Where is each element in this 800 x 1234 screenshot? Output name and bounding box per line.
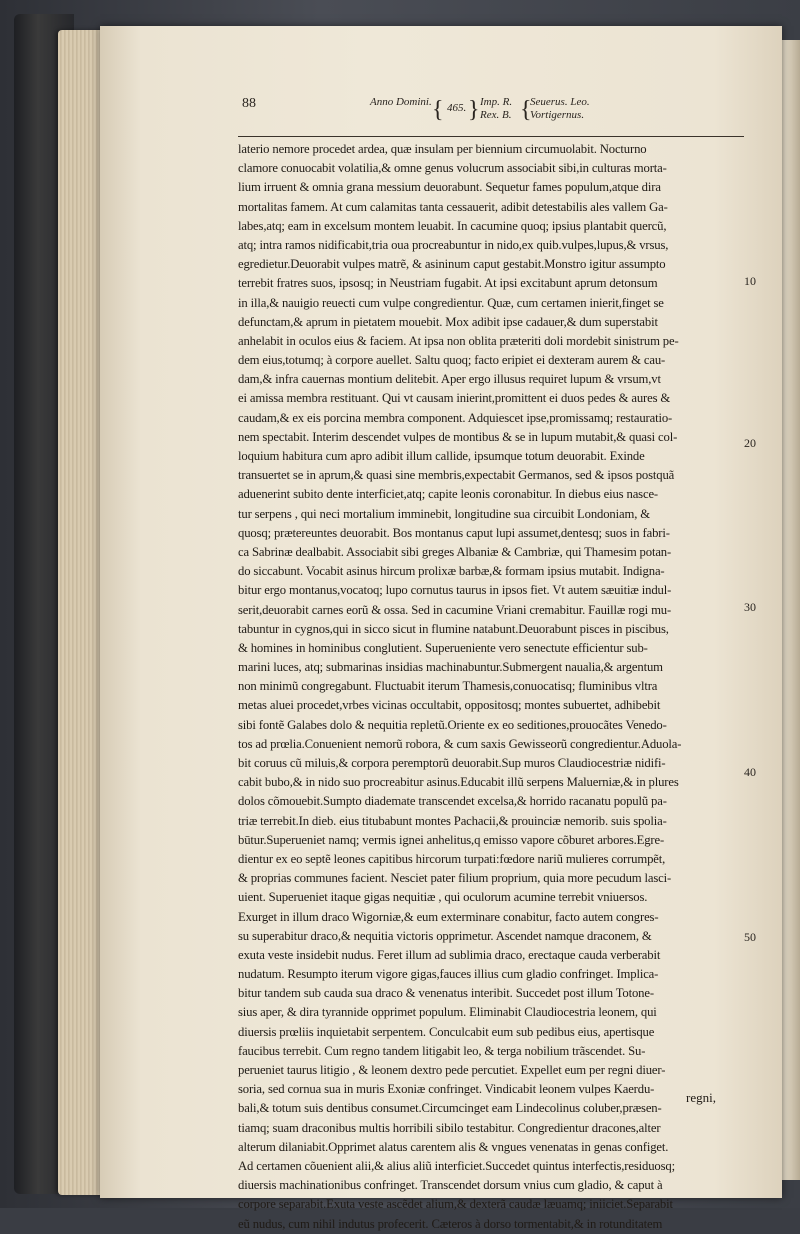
text-line: & proprias communes facient. Nesciet pater filium proprium, quia more pecudum lasci- xyxy=(238,871,672,886)
text-line: Exurget in illum draco Wigorniæ,& eum exterminare conabitur, facto autem congres- xyxy=(238,909,659,924)
text-line: & homines in hominibus conglutient. Superueniente vero senectute efficientur sub- xyxy=(238,640,648,655)
body-text xyxy=(238,140,750,1234)
text-line: clamore conuocabit volatilia,& omne genus volucrum associabit sibi,in culturas morta- xyxy=(238,161,667,176)
text-line: do siccabunt. Vocabit asinus hircum prolixæ barbæ,& formam ipsius mutabit. Indigna- xyxy=(238,564,665,579)
running-head-year: 465. xyxy=(447,102,467,114)
text-line: egredietur.Deuorabit vulpes matrẽ, & asininum caput gestabit.Monstro igitur assumpto xyxy=(238,257,666,272)
text-line: diuersis machinationibus confringet. Transcendet dorsum vnius cum gladio, & caput à xyxy=(238,1178,663,1193)
text-line: in illa,& nauigio reuecti cum vulpe congredientur. Quæ, cum certamen inierit,finget se xyxy=(238,295,664,310)
text-line: non minimũ congregabunt. Fluctuabit iterum Thamesis,conuocatisq; fluminibus vltra xyxy=(238,679,658,694)
text-line: nudatum. Resumpto iterum vigore gigas,fauces illius cum gladio confringet. Implica- xyxy=(238,967,659,982)
text-line: bitur tandem sub cauda sua draco & venenatus interibit. Succedet post illum Totone- xyxy=(238,986,654,1001)
page-number: 88 xyxy=(242,96,256,111)
text-line: Ad certamen cõuenient alii,& alius aliũ interficiet.Succedet quintus interfectis,residuosq; xyxy=(238,1158,675,1173)
text-line: alterum dilaniabit.Opprimet alatus carentem alis & vngues venenatas in genas configet. xyxy=(238,1139,669,1154)
text-line: marini luces, atq; submarinas insidias machinabuntur.Submergent naualia,& argentum xyxy=(238,660,663,675)
text-line: ei amissa membra restituant. Qui vt causam inierint,promittent ei duos pedes & aures & xyxy=(238,391,671,406)
text-line: tiamq; suam draconibus multis horribili sibilo testabitur. Congredientur dracones,alter xyxy=(238,1120,661,1135)
text-line: bitur ergo montanus,vocatoq; lupo cornutus taurus in ipsos fiet. Vt autem sæuitiæ indul- xyxy=(238,583,672,598)
header-rule xyxy=(238,136,744,137)
text-line: nem spectabit. Interim descendet vulpes de montibus & se in lupum mutabit,& quasi col- xyxy=(238,429,678,444)
text-line: perueniet taurus litigio , & leonem dextro pede percutiet. Expellet eum per regni diuer- xyxy=(238,1063,666,1077)
text-line: corpore separabit.Exuta veste ascẽdet alium,& dexterã caudæ læuamq; iniiciet.Separabit xyxy=(238,1197,673,1212)
text-line: būtur.Superueniet namq; vermis ignei anhelitus,q emisso vapore cõburet arbores.Egre- xyxy=(238,832,665,847)
text-line: uient. Superueniet itaque gigas nequitiæ , qui oculorum acumine terrebit vniuersos. xyxy=(238,890,648,905)
brace-icon: { xyxy=(432,97,444,123)
text-line: terrebit fratres suos, ipsosq; in Neustriam fugabit. At ipsi excitabunt aprum detonsum xyxy=(238,276,658,291)
text-line: tos ad prœlia.Conuenient nemorũ robora, & cum saxis Gewisseorũ congredientur.Aduola- xyxy=(238,736,682,751)
text-line: dientur ex eo septẽ leones capitibus hircorum turpati:fœdore nariũ mulieres corrumpẽt, xyxy=(238,851,666,866)
text-line: su superabitur draco,& nequitia victoris opprimetur. Ascendet namque draconem, & xyxy=(238,928,652,943)
margin-line-number: 50 xyxy=(744,930,756,944)
text-line: mortalitas famem. At cum calamitas tanta cessauerit, adibit detestabilis ales vallem Ga- xyxy=(238,199,668,214)
text-line: metas aluei procedet,vrbes vicinas occultabit, oppositosq; montes subuertet, adhibebit xyxy=(238,698,661,713)
running-head-label: Anno Domini. xyxy=(370,96,432,108)
text-line: tur serpens , qui neci mortalium imminebit, longitudine sua circuibit Londoniam, & xyxy=(238,506,650,521)
text-line: defunctam,& aprum in pietatem mouebit. Mox adibit ipse cadauer,& dum superstabit xyxy=(238,314,658,329)
text-line: tabuntur in cygnos,qui in sicco sicut in flumine natabunt.Deuorabunt pisces in piscibus, xyxy=(238,621,669,636)
text-line: sius aper, & dira tyrannide opprimet populum. Eliminabit Claudiocestria leonem, qui xyxy=(238,1005,657,1020)
text-line: dam,& infra cauernas montium delitebit. Aper ergo illusus requiret lupum & vrsum,vt xyxy=(238,372,661,387)
text-line: sibi fontẽ Galabes dolo & nequitia repletũ.Oriente ex eo seditiones,prouocãtes Venedo- xyxy=(238,717,667,732)
margin-line-number: 30 xyxy=(744,600,756,614)
text-line: lium irruent & omnia grana messium deuorabunt. Sequetur fames populum,atque dira xyxy=(238,180,661,195)
text-line: bit coruus cũ miluis,& corpora peremptorũ deuorabit.Sup muros Claudiocestriæ nidifi- xyxy=(238,756,666,770)
text-line: cabit bubo,& in nido suo procreabitur asinus.Educabit illũ serpens Maluerniæ,& in plures xyxy=(238,775,679,790)
text-line: dem eius,totumq; à corpore auellet. Saltu quoq; facto eripiet ei dexteram aurem & cau- xyxy=(238,353,666,368)
text-line: soria, sed cornua sua in muris Exoniæ confringet. Vindicabit leonem vulpes Kaerdu- xyxy=(238,1082,655,1097)
brace-icon: } xyxy=(468,97,480,123)
text-line: labes,atq; eam in excelsum montem leuabit. In cacumine quoq; ipsius plantabit quercũ, xyxy=(238,218,667,233)
margin-line-number: 40 xyxy=(744,765,756,779)
text-line: exuta veste insidebit nudus. Feret illum ad sublimia draco, erectaque cauda verberabit xyxy=(238,947,661,962)
text-line: aduenerint subito dente interficiet,atq; capite leonis coronabitur. In diebus eius nasce- xyxy=(238,487,658,502)
brace-icon: { xyxy=(520,97,532,123)
text-line: ca Sabrinæ dealbabit. Associabit sibi greges Albaniæ & Cambriæ, qui Thamesim potan- xyxy=(238,544,672,559)
text-line: caudam,& ex eis porcina membra component. Adquiescet ipse,promissamq; restauratio- xyxy=(238,410,673,425)
text-line: diuersis prœliis inquietabit serpentem. Conculcabit eum sub pedibus eius, apertisque xyxy=(238,1024,655,1039)
text-line: transuertet se in aprum,& quasi sine membris,expectabit Germanos, sed & ipsos postquã xyxy=(238,468,675,483)
running-head-rulers: Seuerus. Leo. Vortigernus. xyxy=(530,96,590,121)
text-line: serit,deuorabit carnes eorũ & ossa. Sed in cacumine Vriani cremabitur. Fauillæ rogi mu- xyxy=(238,602,672,617)
text-line: laterio nemore procedet ardea, quæ insulam per biennium circumuolabit. Nocturno xyxy=(238,142,647,156)
catchword: regni, xyxy=(686,1090,716,1105)
text-line: atq; intra ramos nidificabit,tria oua procreabuntur in nido,ex quib.vulpes,lupus,& vrsus, xyxy=(238,237,669,252)
text-line: eũ nudus, cum nihil indutus profecerit. Cæteros à dorso tormentabit,& in rotunditatem xyxy=(238,1216,663,1231)
text-line: dolos cõmouebit.Sumpto diademate transcendet excelsa,& horrido racanatu populũ pa- xyxy=(238,794,667,809)
text-line: triæ terrebit.In dieb. eius titubabunt montes Pachacii,& prouinciæ nemorib. suis spolia- xyxy=(238,813,667,828)
text-line: faucibus terrebit. Cum regno tandem litigabit leo, & terga nobilium trãscendet. Su- xyxy=(238,1043,646,1058)
margin-line-number: 20 xyxy=(744,436,756,450)
running-head-kings: Imp. R. Rex. B. xyxy=(480,96,513,121)
text-line: quosq; prætereuntes deuorabit. Bos montanus caput lupi assumet,dentesq; suos in fabri- xyxy=(238,525,670,540)
text-line: anhelabit in oculos eius & faciem. At ipsa non oblita præteriti doli mordebit sinistrum pe- xyxy=(238,333,679,348)
text-line: loquium habitura cum apro adibit illum callide, ipsumque totum deuorabit. Exinde xyxy=(238,449,645,463)
text-line: bali,& totum suis dentibus consumet.Circumcinget eam Lindecolinus coluber,præsen- xyxy=(238,1101,662,1116)
margin-line-number: 10 xyxy=(744,274,756,288)
